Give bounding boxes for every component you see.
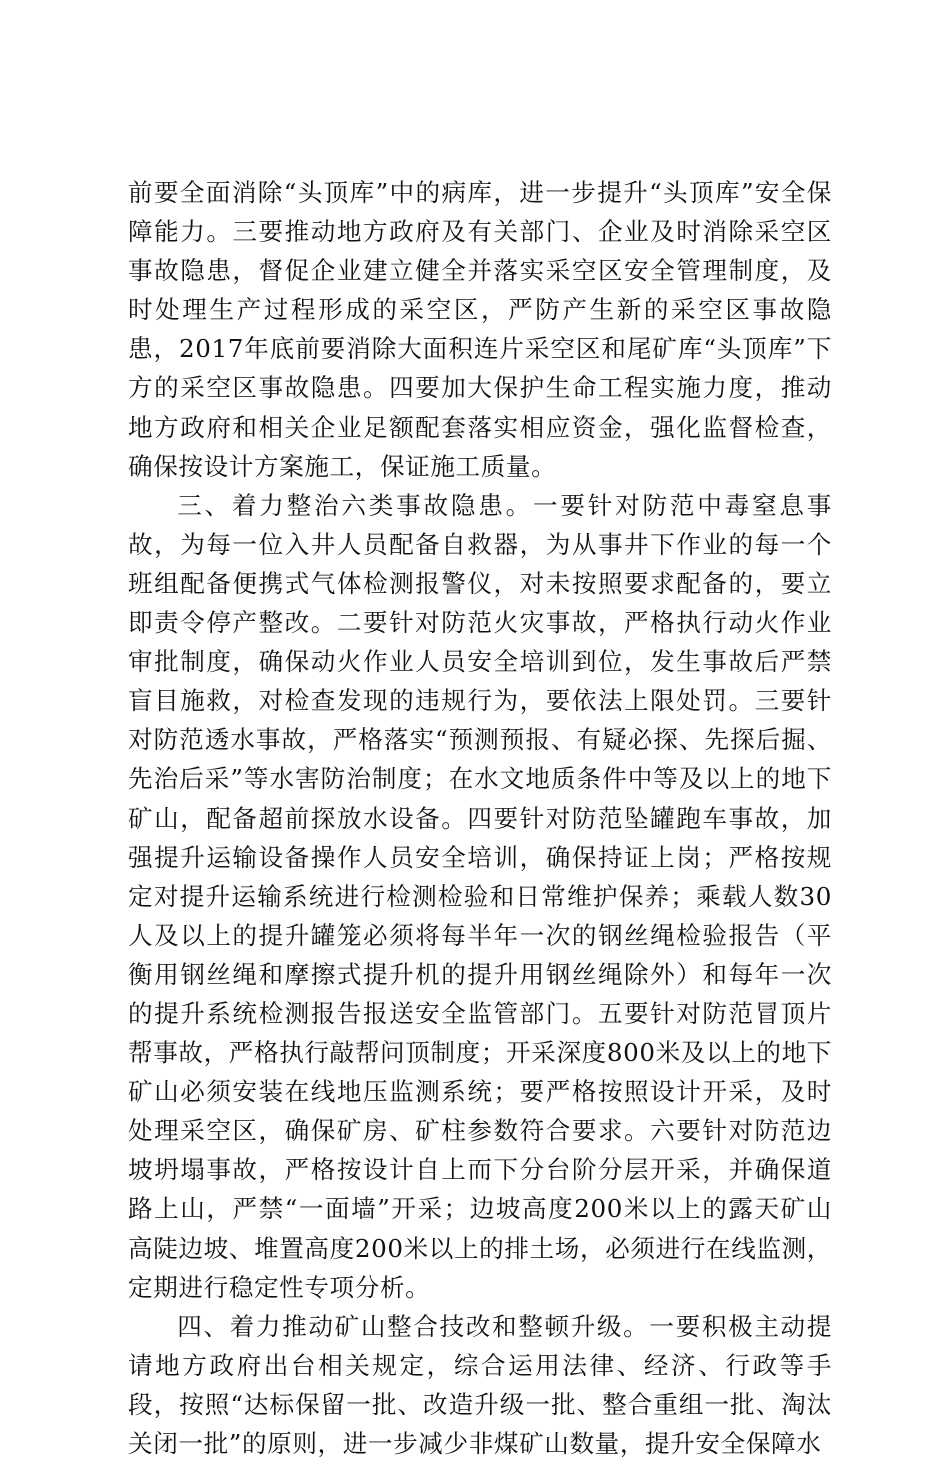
paragraph-section-four: 四、着力推动矿山整合技改和整顿升级。一要积极主动提请地方政府出台相关规定，综合运用法律、经济、行政等手段，按照“达标保留一批、改造升级一批、整合重组一批、淘汰关闭一批”的原则，进一步减少非煤矿山数量，提升安全保障水 xyxy=(128,1311,832,1458)
paragraph-section-three: 三、着力整治六类事故隐患。一要针对防范中毒窒息事故，为每一位入井人员配备自救器，为从事井下作业的每一个班组配备便携式气体检测报警仪，对未按照要求配备的，要立即责令停产整改。二要针对防范火灾事故，严格执行动火作业审批制度，确保动火作业人员安全培训到位，发生事故后严禁盲目施救，对检查发现的违规行为，要依法上限处罚。三要针对防范透水事故，严格落实“预测预报、有疑必探、先探后掘、先治后采”等水害防治制度；在水文地质条件中等及以上的地下矿山，配备超前探放水设备。四要针对防范坠罐跑车事故，加强提升运输设备操作人员安全培训，确保持证上岗；严格按规定对提升运输系统进行检测检验和日常维护保养；乘载人数30人及以上的提升罐笼必须将每半年一次的钢丝绳检验报告（平衡用钢丝绳和摩擦式提升机的提升用钢丝绳除外）和每年一次的提升系统检测报告报送安全监管部门。五要针对防范冒顶片帮事故，严格执行敲帮问顶制度；开采深度800米及以上的地下矿山必须安装在线地压监测系统；要严格按照设计开采，及时处理采空区，确保矿房、矿柱参数符合要求。六要针对防范边坡坍塌事故，严格按设计自上而下分台阶分层开采，并确保道路上山，严禁“一面墙”开采；边坡高度200米以上的露天矿山高陡边坡、堆置高度200米以上的排土场，必须进行在线监测，定期进行稳定性专项分析。 xyxy=(128,490,832,1302)
document-body xyxy=(128,173,832,1463)
paragraph-continuation: 前要全面消除“头顶库”中的病库，进一步提升“头顶库”安全保障能力。三要推动地方政府及有关部门、企业及时消除采空区事故隐患，督促企业建立健全并落实采空区安全管理制度，及时处理生产过程形成的采空区，严防产生新的采空区事故隐患，2017年底前要消除大面积连片采空区和尾矿库“头顶库”下方的采空区事故隐患。四要加大保护生命工程实施力度，推动地方政府和相关企业足额配套落实相应资金，强化监督检查，确保按设计方案施工，保证施工质量。 xyxy=(128,178,832,481)
